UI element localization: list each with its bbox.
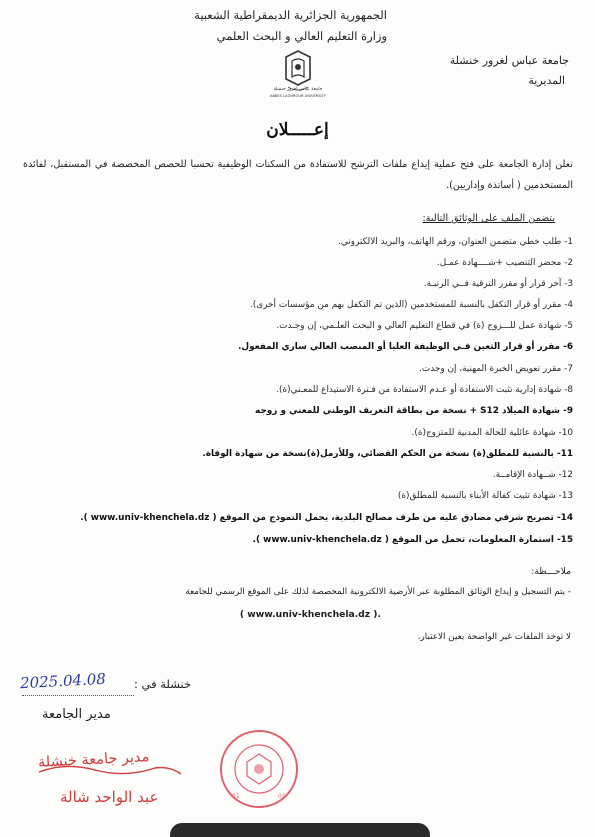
list-item: 3- آخر قرار أو مقرر الترقية فــي الرتبـة. [423,279,573,289]
list-item: 15- استمارة المعلومات، تحمل من الموقع ( www.univ-khenchela.dz ). [252,535,573,545]
list-item: 11- بالنسبة للمطلق(ة) نسخة من الحكم القضائي، وللأرمل(ة)نسخة من شهادة الوفاة. [202,449,573,459]
list-item: 5- شهادة عمل للـــزوج (ة) في قطاع التعليم العالي و البحث العلـمي، إن وجـدت. [276,321,573,331]
notes-heading: ملاحـــظة: [531,566,571,577]
note-line-2: ( www.univ-khenchela.dz ). [239,609,381,620]
logo-caption: جامعة عباس لغرور خنشلة [273,87,323,92]
svg-text:01: 01 [278,793,286,800]
list-item: 7- مقرر تعويض الخبرة المهنية، إن وجدت. [419,364,573,374]
note-line-3: لا توخذ الملفات غير الواضحة بعين الاعتبار. [417,632,571,642]
list-item: 13- شهادة تثبت كفالة الأبناء بالنسبة للمطلق(ة) [397,491,573,501]
announcement-title: إعـــــلان [266,120,329,140]
directorate-label: المديرية [528,74,565,87]
list-item: 1- طلب خطي متضمن العنوان، ورقم الهاتف، والبريد الالكتروني. [338,237,573,247]
logo-caption-en: ABBES LAGHROUR UNIVERSITY [270,94,326,98]
ministry-header: وزارة التعليم العالي و البحث العلمي [216,29,387,43]
republic-header: الجمهورية الجزائرية الديمقراطية الشعبية [194,8,387,22]
date-dotted-line [22,695,134,696]
place-date-label: خنشلة في : [134,677,192,691]
list-item: 4- مقرر أو قرار التكفل بالنسبة للمستخدمين (الذين تم التكفل بهم من مؤسسات أخرى). [249,300,573,310]
signature-scribble-icon [35,758,185,780]
signatory-name: عبد الواحد شالة [60,788,159,806]
svg-text:01: 01 [232,793,240,800]
signatory-title: مدير الجامعة [42,707,111,722]
window-bottom-bar [170,823,430,837]
note-line-1: - يتم التسجيل و إيداع الوثائق المطلوبة عبر الأرضية الالكترونية المخصصة لذلك على الموقع الرسمي للجامعة [185,587,571,597]
list-item: 8- شهادة إدارية تثبت الاستفادة أو عـدم الاستفادة من فـترة الاستيداع للمعـني(ة). [276,385,573,395]
university-logo [270,47,326,105]
signature-stamp-text: مدير جامعة خنشلة [37,749,150,771]
list-item: 9- شهادة الميلاد S12 + نسخة من بطاقة التعريف الوطني للمعني و زوجه [255,406,573,416]
list-item: 12- شــهادة الإقامــة. [492,470,573,480]
intro-paragraph: تعلن إدارة الجامعة على فتح عملية إيداع ملفات الترشح للاستفادة من السكنات الوظيفية تحسبا للحصص المخصصة في المستقبل، لفائدة المستخدمين ( أساتذة وإداريين). [23,159,573,191]
list-item: 14- تصريح شرفي مصادق عليه من طرف مصالح البلدية، يحمل النموذج من الموقع ( www.univ-khenchela.dz ). [80,513,573,523]
handwritten-date: 2025.04.08 [19,669,107,693]
list-item: 10- شهادة عائلية للحالة المدنية للمتزوج(ة). [411,428,573,438]
official-seal-icon [218,728,300,810]
list-item: 6- مقرر أو قرار التعين فـي الوظيفة العليا أو المنصب العالي ساري المفعول. [238,342,573,352]
documents-heading: يتضمن الملف على الوثائق التالية: [422,213,555,224]
university-name: جامعة عباس لغرور خنشلة [449,54,569,67]
list-item: 2- محضر التنصيب +شــــهادة عمـل. [436,258,573,268]
